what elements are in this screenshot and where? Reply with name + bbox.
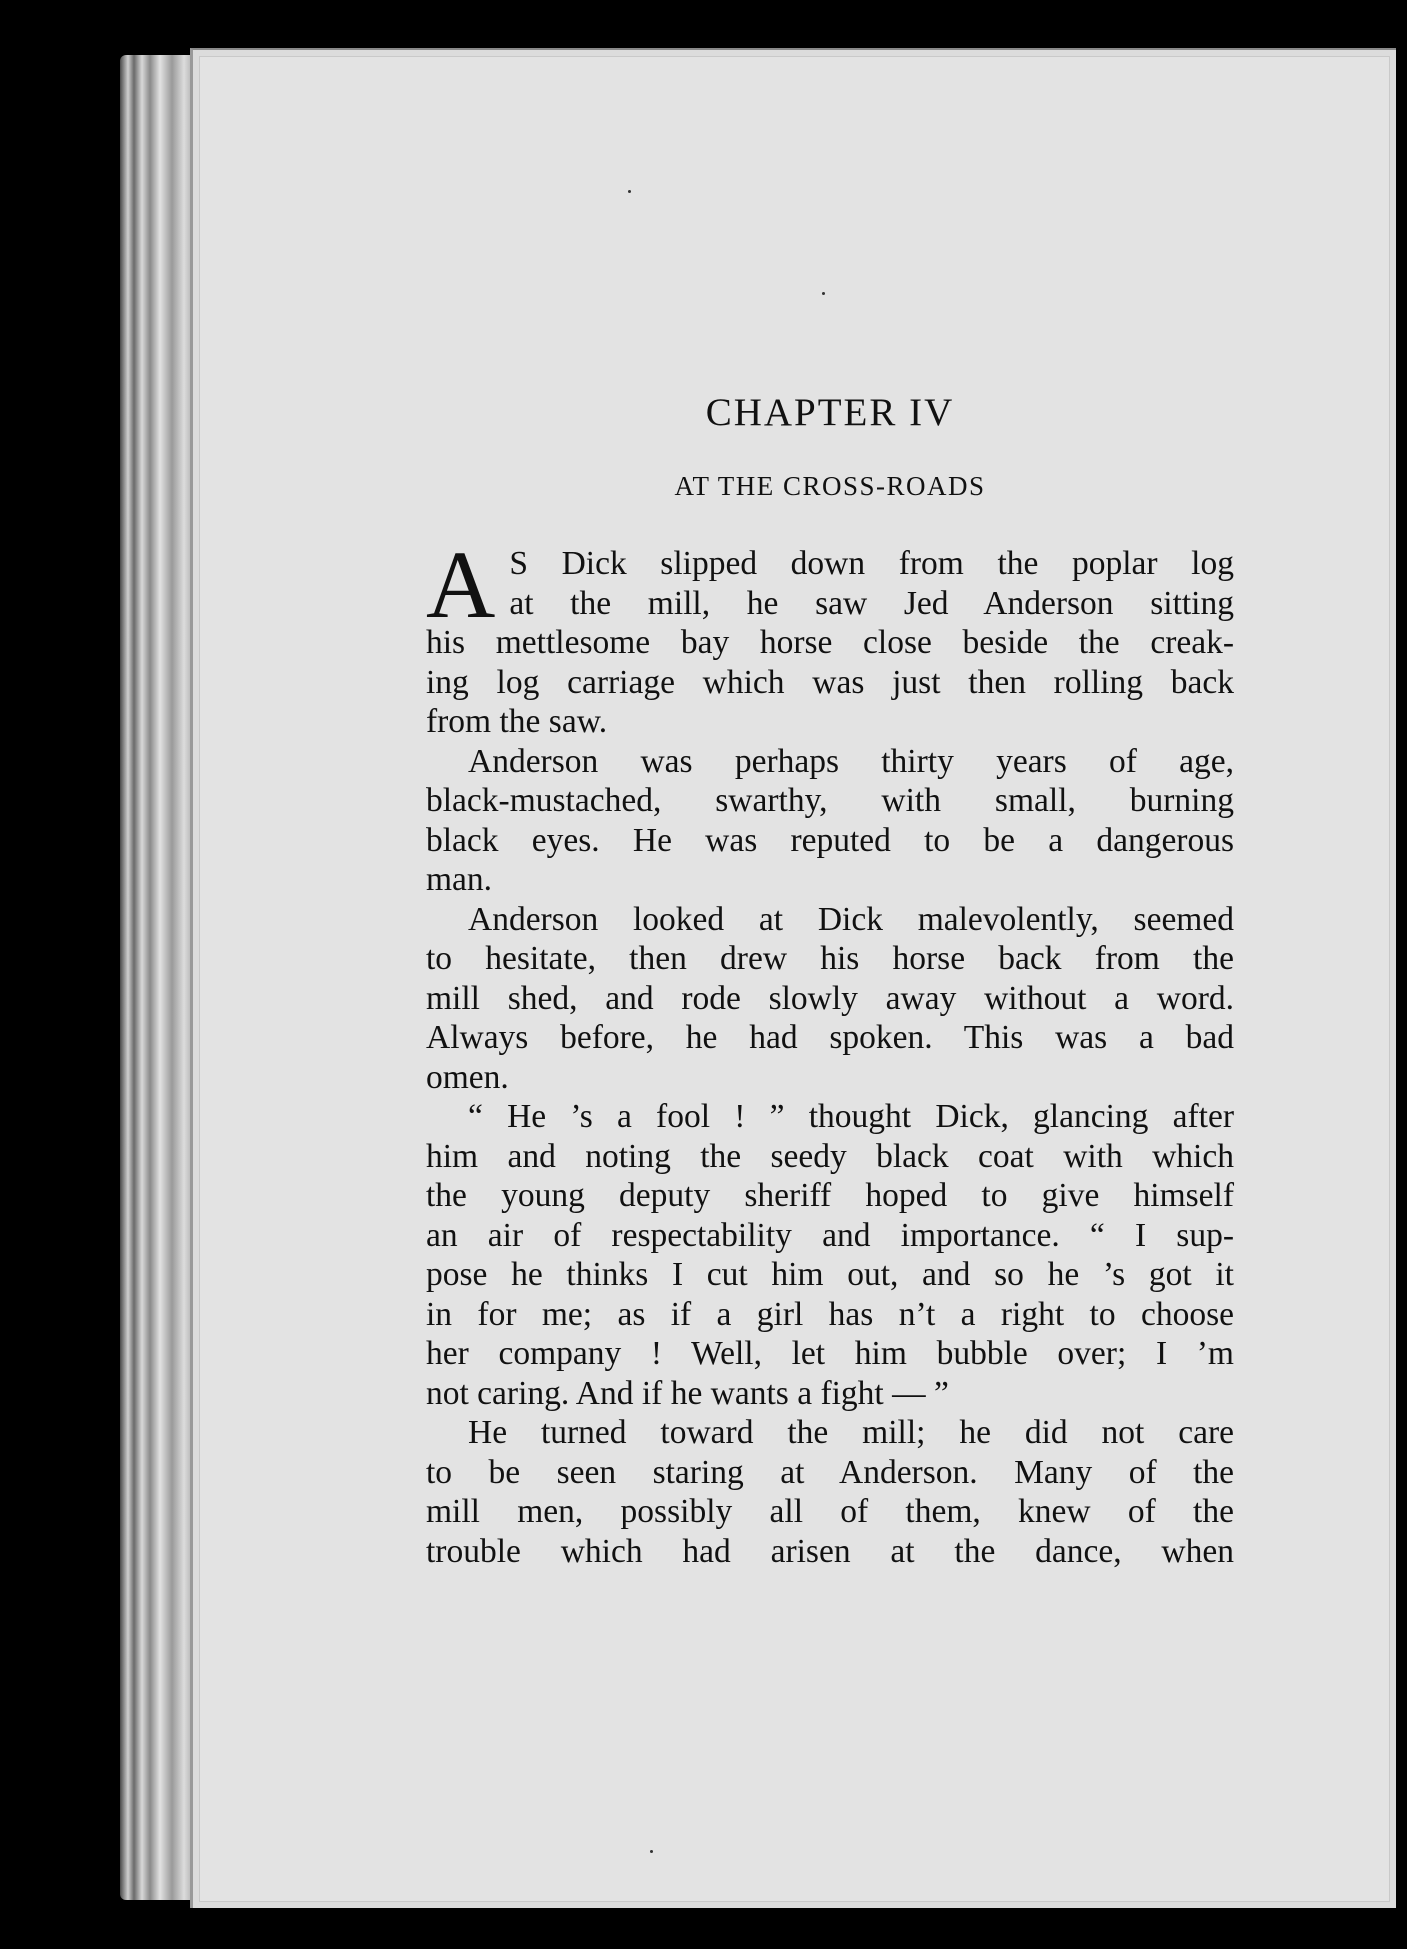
text-line: man.	[426, 861, 493, 898]
text-line: trouble which had arisen at the dance, when	[426, 1532, 1234, 1570]
scan-speck	[628, 190, 631, 193]
text-line: mill men, possibly all of them, knew of the	[426, 1493, 1234, 1530]
page-text	[426, 390, 1234, 1571]
text-line: Anderson was perhaps thirty years of age,	[468, 742, 1234, 780]
text-line: “ He ’s a fool ! ” thought Dick, glancing after	[468, 1098, 1234, 1135]
chapter-subtitle: AT THE CROSS-ROADS	[674, 471, 986, 501]
text-line: to be seen staring at Anderson. Many of the	[426, 1453, 1234, 1491]
text-line: in for me; as if a girl has n’t a right to choose	[426, 1295, 1234, 1333]
chapter-title: CHAPTER IV	[705, 391, 955, 434]
text-line: the young deputy sheriff hoped to give himself	[426, 1177, 1234, 1214]
paragraph-3	[426, 900, 1234, 1098]
paragraph-5	[426, 1413, 1234, 1571]
text-line: him and noting the seedy black coat with which	[426, 1137, 1234, 1175]
paragraph-4	[426, 1097, 1234, 1413]
text-line: not caring. And if he wants a fight — ”	[426, 1374, 949, 1412]
scan-speck	[822, 292, 825, 295]
paragraph-1	[426, 531, 1234, 742]
text-line: Anderson looked at Dick malevolently, seemed	[468, 900, 1234, 938]
text-line: his mettlesome bay horse close beside the creak-	[426, 624, 1234, 661]
text-line: pose he thinks I cut him out, and so he ’s got it	[426, 1256, 1234, 1293]
text-line: Always before, he had spoken. This was a bad	[426, 1019, 1234, 1056]
text-line: black eyes. He was reputed to be a dangerous	[426, 821, 1234, 859]
drop-cap: A	[426, 531, 496, 638]
text-line: S Dick slipped down from the poplar log	[509, 545, 1234, 582]
text-line: He turned toward the mill; he did not care	[468, 1414, 1234, 1451]
paragraph-2	[426, 742, 1234, 900]
text-line: from the saw.	[426, 703, 608, 740]
text-line: ing log carriage which was just then rolling back	[426, 663, 1234, 701]
text-line: her company ! Well, let him bubble over; I ’m	[426, 1335, 1234, 1372]
text-line: an air of respectability and importance. “ I sup-	[426, 1216, 1234, 1254]
text-line: black-mustached, swarthy, with small, burning	[426, 782, 1234, 819]
scan-speck	[650, 1850, 653, 1853]
text-line: mill shed, and rode slowly away without a word.	[426, 979, 1234, 1017]
text-line: to hesitate, then drew his horse back from the	[426, 940, 1234, 977]
text-line: at the mill, he saw Jed Anderson sitting	[509, 584, 1234, 622]
text-line: omen.	[426, 1058, 509, 1096]
